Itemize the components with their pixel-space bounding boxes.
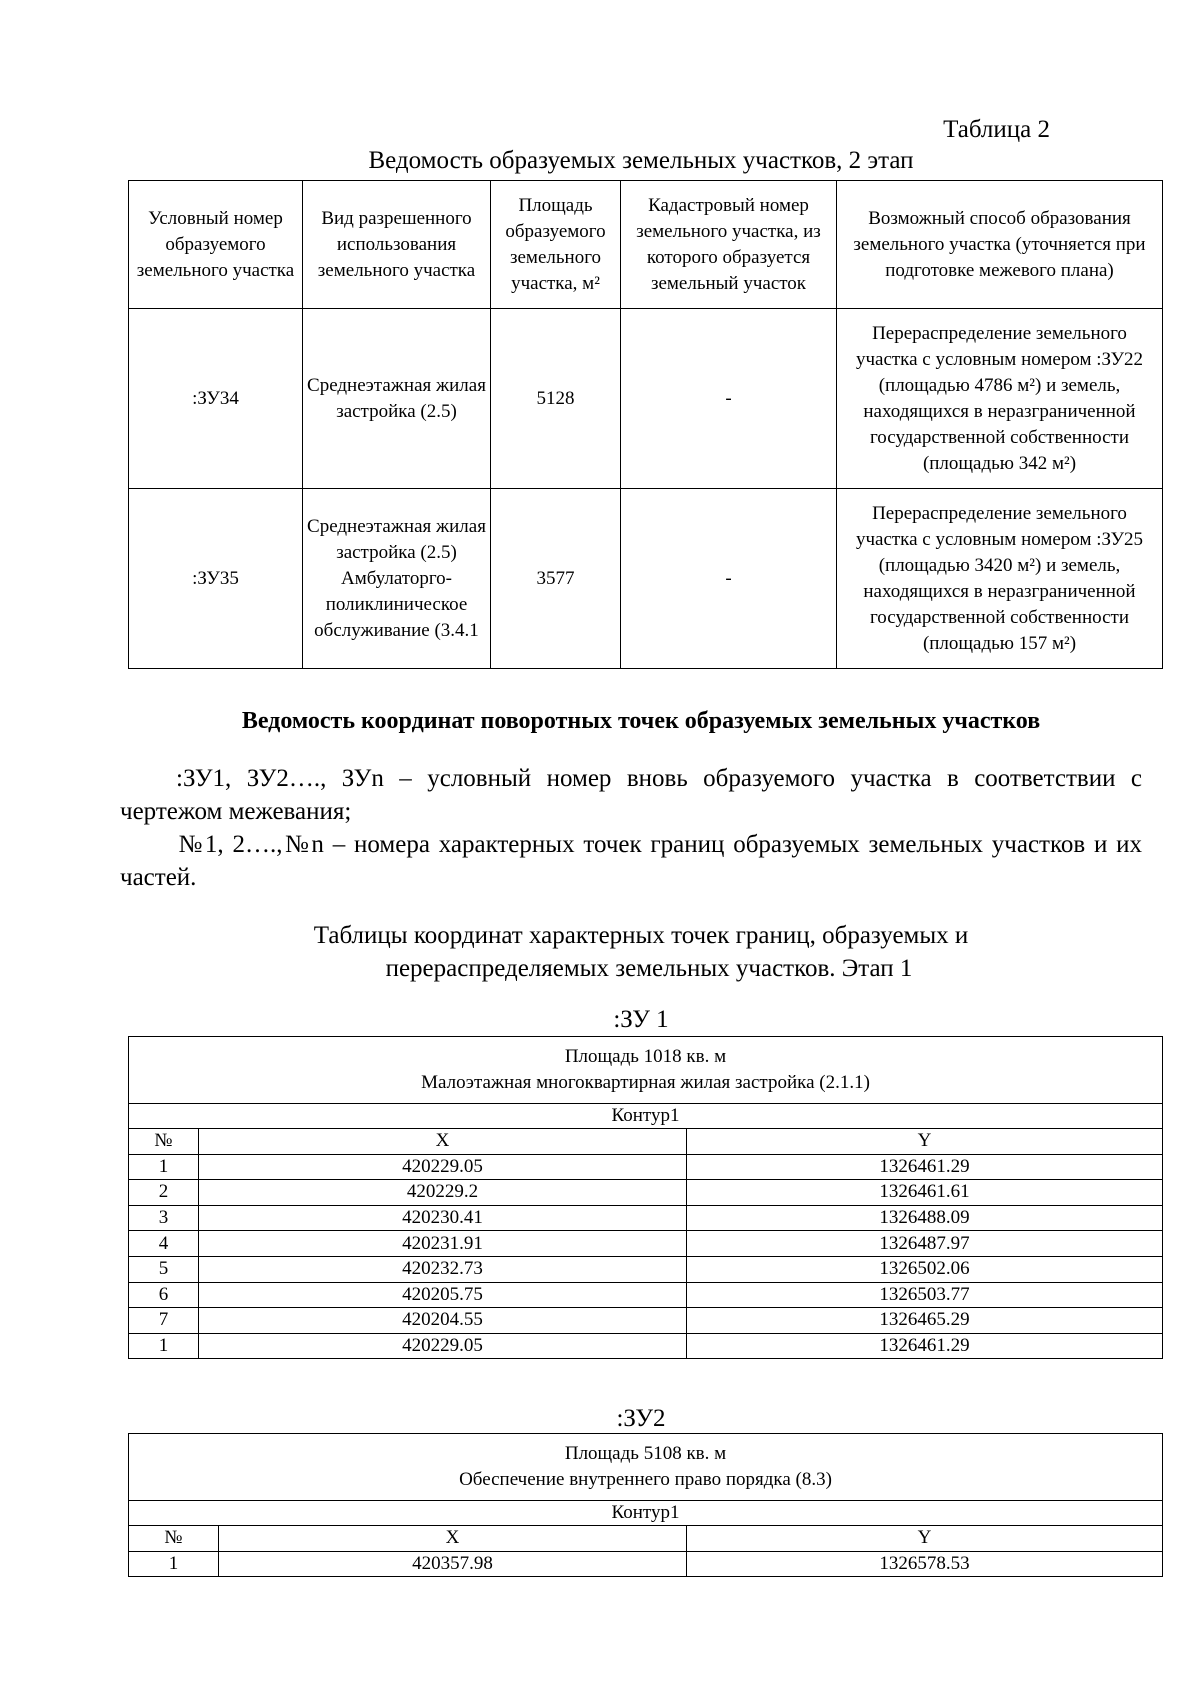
coord-x: 420205.75 (199, 1282, 687, 1308)
zu1-permitted-use: Малоэтажная многоквартирная жилая застройка (2.1.1) (421, 1072, 870, 1093)
coord-y: 1326461.29 (687, 1333, 1163, 1359)
coord-x: 420229.05 (199, 1154, 687, 1180)
col-y: Y (687, 1129, 1163, 1155)
table-row (129, 1282, 1163, 1308)
table-row (129, 1551, 1163, 1577)
col-number: № (129, 1129, 199, 1155)
coord-y: 1326502.06 (687, 1256, 1163, 1282)
cell-formation-method: Перераспределение земельного участка с условным номером :ЗУ25 (площадью 3420 м²) и земель, находящихся в неразграниченной государственной собственности (площадью 157 м²) (837, 489, 1163, 669)
paragraph-point-notation-text: №1, 2….,№n – номера характерных точек границ образуемых земельных участков и их частей. (120, 831, 1142, 891)
zu1-header-row (129, 1129, 1163, 1155)
cell-formation-method: Перераспределение земельного участка с условным номером :ЗУ22 (площадью 4786 м²) и земель, находящихся в неразграниченной государственной собственности (площадью 342 м²) (837, 309, 1163, 489)
table-row (129, 1308, 1163, 1334)
table-row (129, 1333, 1163, 1359)
caption-line-2: перераспределяемых земельных участков. Этап 1 (385, 955, 913, 982)
point-number: 2 (129, 1180, 199, 1206)
header-area (491, 181, 621, 309)
zu2-permitted-use: Обеспечение внутреннего право порядка (8.3) (459, 1469, 832, 1490)
header-plot-number: Условный номер образуемого земельного участка (129, 181, 303, 309)
table-row (129, 309, 1163, 489)
zu2-label: :ЗУ2 (616, 1405, 666, 1432)
point-number: 1 (129, 1333, 199, 1359)
zu1-points (129, 1154, 1163, 1359)
coord-x: 420204.55 (199, 1308, 687, 1334)
coord-x: 420229.2 (199, 1180, 687, 1206)
cell-permitted-use: Среднеэтажная жилая застройка (2.5) (303, 309, 491, 489)
coord-x: 420230.41 (199, 1205, 687, 1231)
header-formation-method: Возможный способ образования земельного участка (уточняется при подготовке межевого плана) (837, 181, 1163, 309)
coord-y: 1326487.97 (687, 1231, 1163, 1257)
land-plots-table (128, 180, 1163, 669)
coord-y: 1326461.61 (687, 1180, 1163, 1206)
table-row (129, 489, 1163, 669)
coord-y: 1326461.29 (687, 1154, 1163, 1180)
cell-cadastral-number: - (621, 489, 837, 669)
zu2-points (129, 1551, 1163, 1577)
coord-y: 1326503.77 (687, 1282, 1163, 1308)
coord-x: 420357.98 (219, 1551, 687, 1577)
table-row (129, 1205, 1163, 1231)
table-row (129, 1180, 1163, 1206)
cell-area: 3577 (491, 489, 621, 669)
zu2-contour: Контур1 (129, 1501, 1163, 1526)
point-number: 1 (129, 1551, 219, 1577)
zu1-label: :ЗУ 1 (613, 1006, 669, 1033)
zu2-info-cell (129, 1434, 1163, 1501)
zu1-area: Площадь 1018 кв. м (564, 1046, 727, 1067)
zu1-coordinates-table (128, 1036, 1163, 1359)
cell-cadastral-number: - (621, 309, 837, 489)
zu2-coordinates-table (128, 1433, 1163, 1577)
point-number: 5 (129, 1256, 199, 1282)
header-cadastral-number: Кадастровый номер земельного участка, из которого образуется земельный участок (621, 181, 837, 309)
paragraph-point-notation (120, 828, 1142, 894)
coord-x: 420232.73 (199, 1256, 687, 1282)
cell-area: 5128 (491, 309, 621, 489)
table-title: Ведомость образуемых земельных участков, 2 этап (368, 147, 914, 174)
cell-plot-number: :ЗУ35 (129, 489, 303, 669)
point-number: 1 (129, 1154, 199, 1180)
paragraph-plot-notation-text: :ЗУ1, ЗУ2…., ЗУn – условный номер вновь образуемого участка в соответствии с чертежом межевания; (120, 765, 1142, 825)
header-area-text: Площадь образуемого земельного участка, м² (505, 194, 606, 294)
coord-x: 420231.91 (199, 1231, 687, 1257)
zu2-header-row (129, 1526, 1163, 1552)
table-header-row (129, 181, 1163, 309)
col-y: Y (687, 1526, 1163, 1552)
coord-y: 1326578.53 (687, 1551, 1163, 1577)
zu1-info-cell (129, 1037, 1163, 1104)
col-x: X (219, 1526, 687, 1552)
cell-plot-number: :ЗУ34 (129, 309, 303, 489)
table-row (129, 1256, 1163, 1282)
coord-x: 420229.05 (199, 1333, 687, 1359)
caption-line-1: Таблицы координат характерных точек границ, образуемых и (313, 922, 969, 949)
point-number: 3 (129, 1205, 199, 1231)
table-number-label: Таблица 2 (943, 116, 1050, 143)
point-number: 4 (129, 1231, 199, 1257)
coordinates-heading: Ведомость координат поворотных точек образуемых земельных участков (241, 708, 1041, 734)
table-row (129, 1231, 1163, 1257)
paragraph-plot-notation (120, 762, 1142, 828)
point-number: 6 (129, 1282, 199, 1308)
zu1-contour: Контур1 (129, 1104, 1163, 1129)
point-number: 7 (129, 1308, 199, 1334)
zu2-area: Площадь 5108 кв. м (564, 1443, 727, 1464)
col-x: X (199, 1129, 687, 1155)
col-number: № (129, 1526, 219, 1552)
header-permitted-use: Вид разрешенного использования земельного участка (303, 181, 491, 309)
coord-y: 1326465.29 (687, 1308, 1163, 1334)
table-row (129, 1154, 1163, 1180)
cell-permitted-use: Среднеэтажная жилая застройка (2.5) Амбулаторго-поликлиническое обслуживание (3.4.1 (303, 489, 491, 669)
coord-y: 1326488.09 (687, 1205, 1163, 1231)
coordinate-tables-caption (120, 919, 1162, 985)
